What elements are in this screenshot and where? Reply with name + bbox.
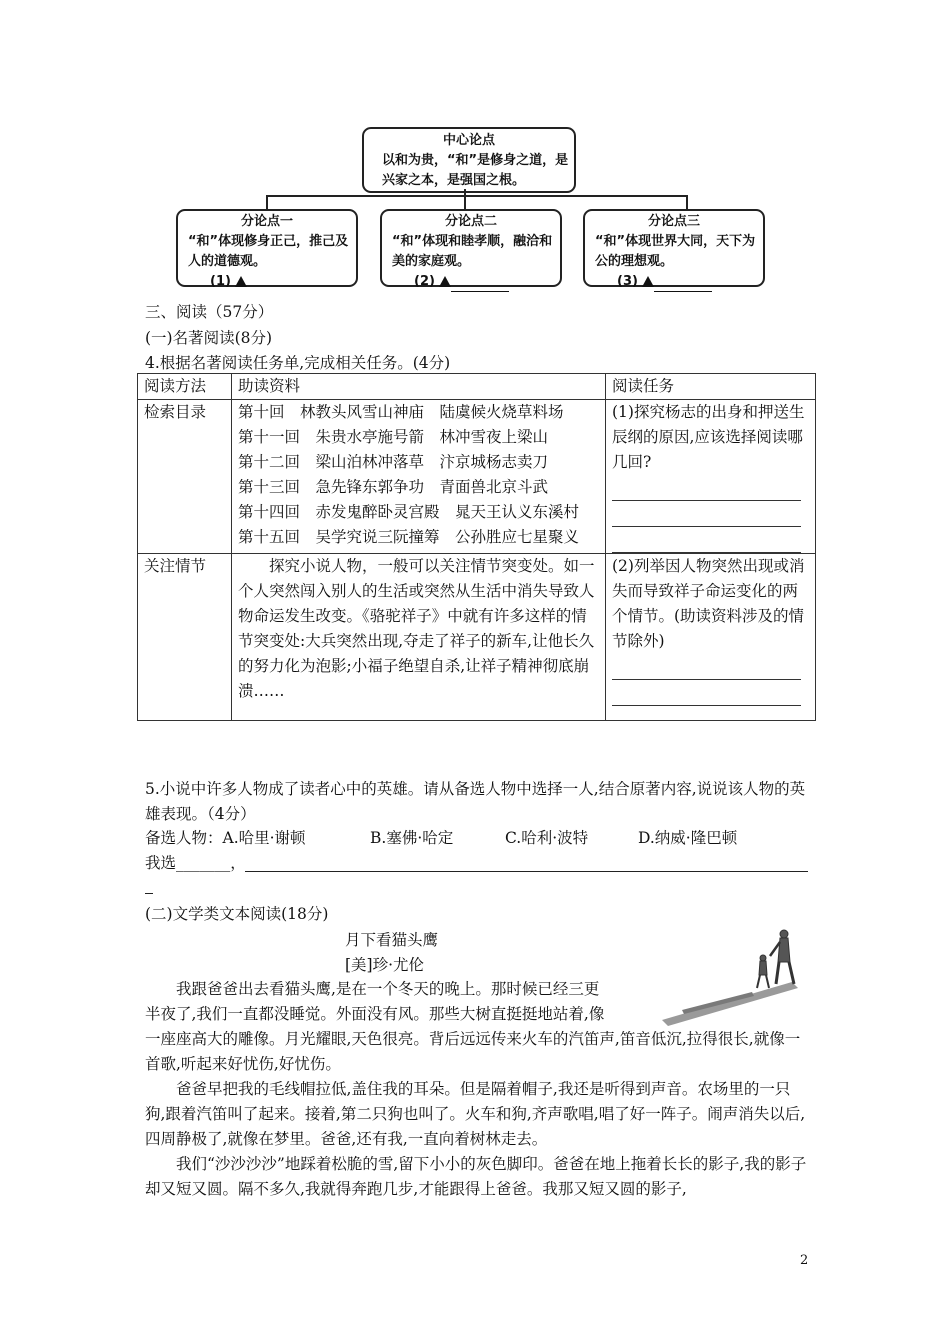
- table-header: 阅读任务: [606, 374, 816, 400]
- q5-choose: [145, 851, 808, 876]
- q5-choose-label: 我选_______，: [145, 854, 246, 872]
- table-header: 阅读方法: [138, 374, 232, 400]
- option-b: B.塞佛·哈定: [370, 829, 454, 847]
- task-cell: [606, 400, 816, 554]
- answer-line[interactable]: [612, 475, 801, 501]
- page-number: 2: [800, 1253, 809, 1268]
- chapter-list: [232, 400, 606, 554]
- answer-line-tail[interactable]: [145, 893, 153, 894]
- subsection-2-heading: (二)文学类文本阅读(18分): [145, 905, 329, 923]
- center-thesis-box: [362, 127, 576, 193]
- connector-left: [266, 195, 268, 210]
- option-c: C.哈利·波特: [505, 829, 589, 847]
- option-a: 备选人物：A.哈里·谢顿: [145, 829, 306, 847]
- chapter-item: 第十四回 赤发鬼醉卧灵宫殿 晁天王认义东溪村: [238, 503, 580, 521]
- reading-task-table: [137, 373, 816, 721]
- sub-point-3-blank-label: (3): [617, 274, 638, 289]
- chapter-item: 第十三回 急先锋东郭争功 青面兽北京斗武: [238, 478, 549, 496]
- task-2-text: (2)列举因人物突然出现或消失而导致祥子命运变化的两个情节。(助读资料涉及的情节除外): [612, 557, 805, 650]
- sub-point-1-blank-label: (1): [210, 274, 231, 289]
- sub-point-3-box: [583, 209, 765, 287]
- center-thesis-text: 以和为贵，“和”是修身之道，是兴家之本，是强国之根。: [382, 153, 569, 188]
- material-cell: [232, 554, 606, 721]
- sub-point-2-text: “和”体现和睦孝顺，融洽和美的家庭观。: [392, 234, 553, 269]
- q5-options: [145, 826, 815, 851]
- answer-line[interactable]: [612, 654, 801, 680]
- sub-point-3-text: “和”体现世界大同，天下为公的理想观。: [595, 234, 756, 269]
- subsection-1-heading: (一)名著阅读(8分): [145, 329, 273, 347]
- answer-line[interactable]: [612, 501, 801, 527]
- section-3-heading: 三、阅读（57分）: [145, 303, 274, 321]
- table-row: [138, 400, 816, 554]
- story-paragraph-2: 爸爸早把我的毛线帽拉低,盖住我的耳朵。但是隔着帽子,我还是听得到声音。农场里的一只狗,跟着汽笛叫了起来。接着,第二只狗也叫了。火车和狗,齐声歌唱,唱了好一阵子。闹声消失以后,四周静极了,就像在梦里。爸爸,还有我,一直向着树林走去。: [145, 1080, 806, 1148]
- center-thesis-title: 中心论点: [442, 133, 495, 148]
- story-paragraph-3: 我们“沙沙沙沙”地踩着松脆的雪,留下小小的灰色脚印。爸爸在地上拖着长长的影子,我的影子却又短又圆。隔不多久,我就得奔跑几步,才能跟得上爸爸。我那又短又圆的影子,: [145, 1155, 807, 1198]
- sub-point-2-blank-label: (2): [414, 274, 435, 289]
- method-cell: 关注情节: [138, 554, 232, 721]
- task-1-text: (1)探究杨志的出身和押送生辰纲的原因,应该选择阅读哪几回?: [612, 403, 805, 471]
- connector-horizontal: [266, 195, 686, 197]
- story-title: 月下看猫头鹰: [345, 931, 439, 949]
- sub-point-2-title: 分论点二: [444, 214, 497, 229]
- chapter-item: 第十二回 梁山泊林冲落草 汴京城杨志卖刀: [238, 453, 549, 471]
- question-4: 4.根据名著阅读任务单,完成相关任务。(4分): [145, 354, 451, 372]
- story-paragraph-1a: 我跟爸爸出去看猫头鹰,是在一个冬天的晚上。那时候已经三更: [176, 980, 600, 998]
- answer-line[interactable]: [612, 680, 801, 706]
- answer-line[interactable]: [612, 706, 801, 720]
- triangle-marker-icon: [642, 276, 654, 287]
- story-paragraph-1c: 一座座高大的雕像。月光耀眼,天色很亮。背后远远传来火车的汽笛声,笛音低沉,拉得很长,就像一首歌,听起来好忧伤,好忧伤。: [145, 1030, 801, 1073]
- sub-point-2-box: [380, 209, 562, 287]
- connector-mid: [464, 195, 466, 210]
- material-text: 探究小说人物，一般可以关注情节突变处。如一个人突然闯入别人的生活或突然从生活中消失导致人物命运发生改变。《骆驼祥子》中就有许多这样的情节突变处:大兵突然出现,夺走了祥子的新车,让他长久的努力化为泡影;小福子绝望自杀,让祥子精神彻底崩溃……: [238, 557, 595, 700]
- sub-point-3-title: 分论点三: [647, 214, 700, 229]
- chapter-item: 第十五回 吴学究说三阮撞筹 公孙胜应七星聚义: [238, 528, 580, 546]
- triangle-marker-icon: [235, 276, 247, 287]
- table-header-row: [138, 374, 816, 400]
- sub-point-1-box: [176, 209, 358, 287]
- task-cell: [606, 554, 816, 721]
- sub-point-1-text: “和”体现修身正己，推己及人的道德观。: [188, 234, 349, 269]
- answer-line[interactable]: [612, 527, 801, 553]
- table-row: [138, 554, 816, 721]
- story-author: [美]珍·尤伦: [345, 956, 425, 974]
- option-d: D.纳威·隆巴顿: [638, 829, 738, 847]
- story-illustration: [642, 920, 817, 1028]
- connector-right: [686, 195, 688, 210]
- chapter-item: 第十回 林教头风雪山神庙 陆虞候火烧草料场: [238, 403, 564, 421]
- triangle-marker-icon: [439, 276, 451, 287]
- chapter-item: 第十一回 朱贵水亭施号箭 林冲雪夜上梁山: [238, 428, 549, 446]
- answer-line[interactable]: [245, 871, 808, 872]
- method-cell: 检索目录: [138, 400, 232, 554]
- question-5: 5.小说中许多人物成了读者心中的英雄。请从备选人物中选择一人,结合原著内容,说说该人物的英雄表现。（4分）: [145, 780, 806, 823]
- table-header: 助读资料: [232, 374, 606, 400]
- sub-point-1-title: 分论点一: [240, 214, 293, 229]
- story-paragraph-1b: 半夜了,我们一直都没睡觉。外面没有风。那些大树直挺挺地站着,像: [145, 1005, 605, 1023]
